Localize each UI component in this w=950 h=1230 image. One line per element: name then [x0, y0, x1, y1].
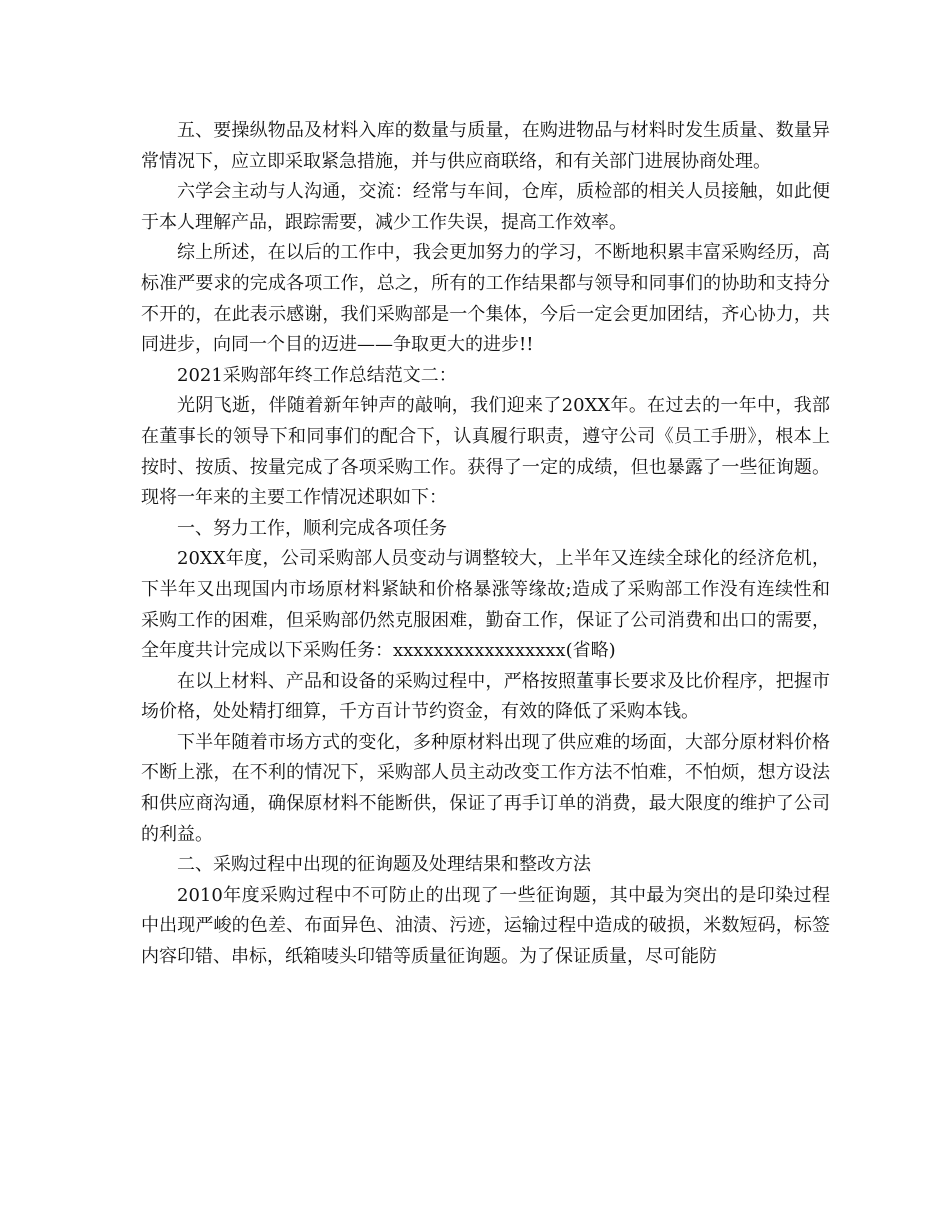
paragraph-cost-control: 在以上材料、产品和设备的采购过程中，严格按照董事长要求及比价程序，把握市场价格，处处精打细算，千方百计节约资金，有效的降低了采购本钱。	[141, 670, 830, 723]
paragraph-summary: 综上所述，在以后的工作中，我会更加努力的学习，不断地积累丰富采购经历，高标准严要求的完成各项工作，总之，所有的工作结果都与领导和同事们的协助和支持分不开的，在此表示感谢，我们采购部是一个集体，今后一定会更加团结，齐心协力，共同进步，向同一个目的迈进——争取更大的进步!!	[141, 242, 830, 356]
section-heading-one: 一、努力工作，顺利完成各项任务	[177, 517, 447, 539]
paragraph-quality-issues: 2010年度采购过程中不可防止的出现了一些征询题，其中最为突出的是印染过程中出现严峻的色差、布面异色、油渍、污迹，运输过程中造成的破损，米数短码，标签内容印错、串标，纸箱唛头印错等质量征询题。为了保证质量，尽可能防	[141, 884, 830, 968]
section-title-sample-two: 2021采购部年终工作总结范文二：	[177, 364, 457, 386]
paragraph-market-change: 下半年随着市场方式的变化，多种原材料出现了供应难的场面，大部分原材料价格不断上涨，在不利的情况下，采购部人员主动改变工作方法不怕难，不怕烦，想方设法和供应商沟通，确保原材料不能断供，保证了再手订单的消费，最大限度的维护了公司的利益。	[141, 731, 830, 845]
paragraph-communication: 六学会主动与人沟通，交流：经常与车间，仓库，质检部的相关人员接触，如此便于本人理解产品，跟踪需要，减少工作失误，提高工作效率。	[141, 181, 830, 233]
paragraph-inventory-control: 五、要操纵物品及材料入库的数量与质量，在购进物品与材料时发生质量、数量异常情况下，应立即采取紧急措施，并与供应商联络，和有关部门进展协商处理。	[141, 120, 830, 172]
section-heading-two: 二、采购过程中出现的征询题及处理结果和整改方法	[177, 854, 591, 876]
paragraph-annual-work: 20XX年度，公司采购部人员变动与调整较大，上半年又连续全球化的经济危机，下半年又出现国内市场原材料紧缺和价格暴涨等缘故;造成了采购部工作没有连续性和采购工作的困难，但采购部仍然克服困难，勤奋工作，保证了公司消费和出口的需要，全年度共计完成以下采购任务：xxxxxxxxxxxxxxxxx(省略)	[141, 548, 830, 662]
paragraph-intro: 光阴飞逝，伴随着新年钟声的敲响，我们迎来了20XX年。在过去的一年中，我部在董事长的领导下和同事们的配合下，认真履行职责，遵守公司《员工手册》，根本上按时、按质、按量完成了各项采购工作。获得了一定的成绩，但也暴露了一些征询题。现将一年来的主要工作情况述职如下：	[141, 395, 830, 509]
